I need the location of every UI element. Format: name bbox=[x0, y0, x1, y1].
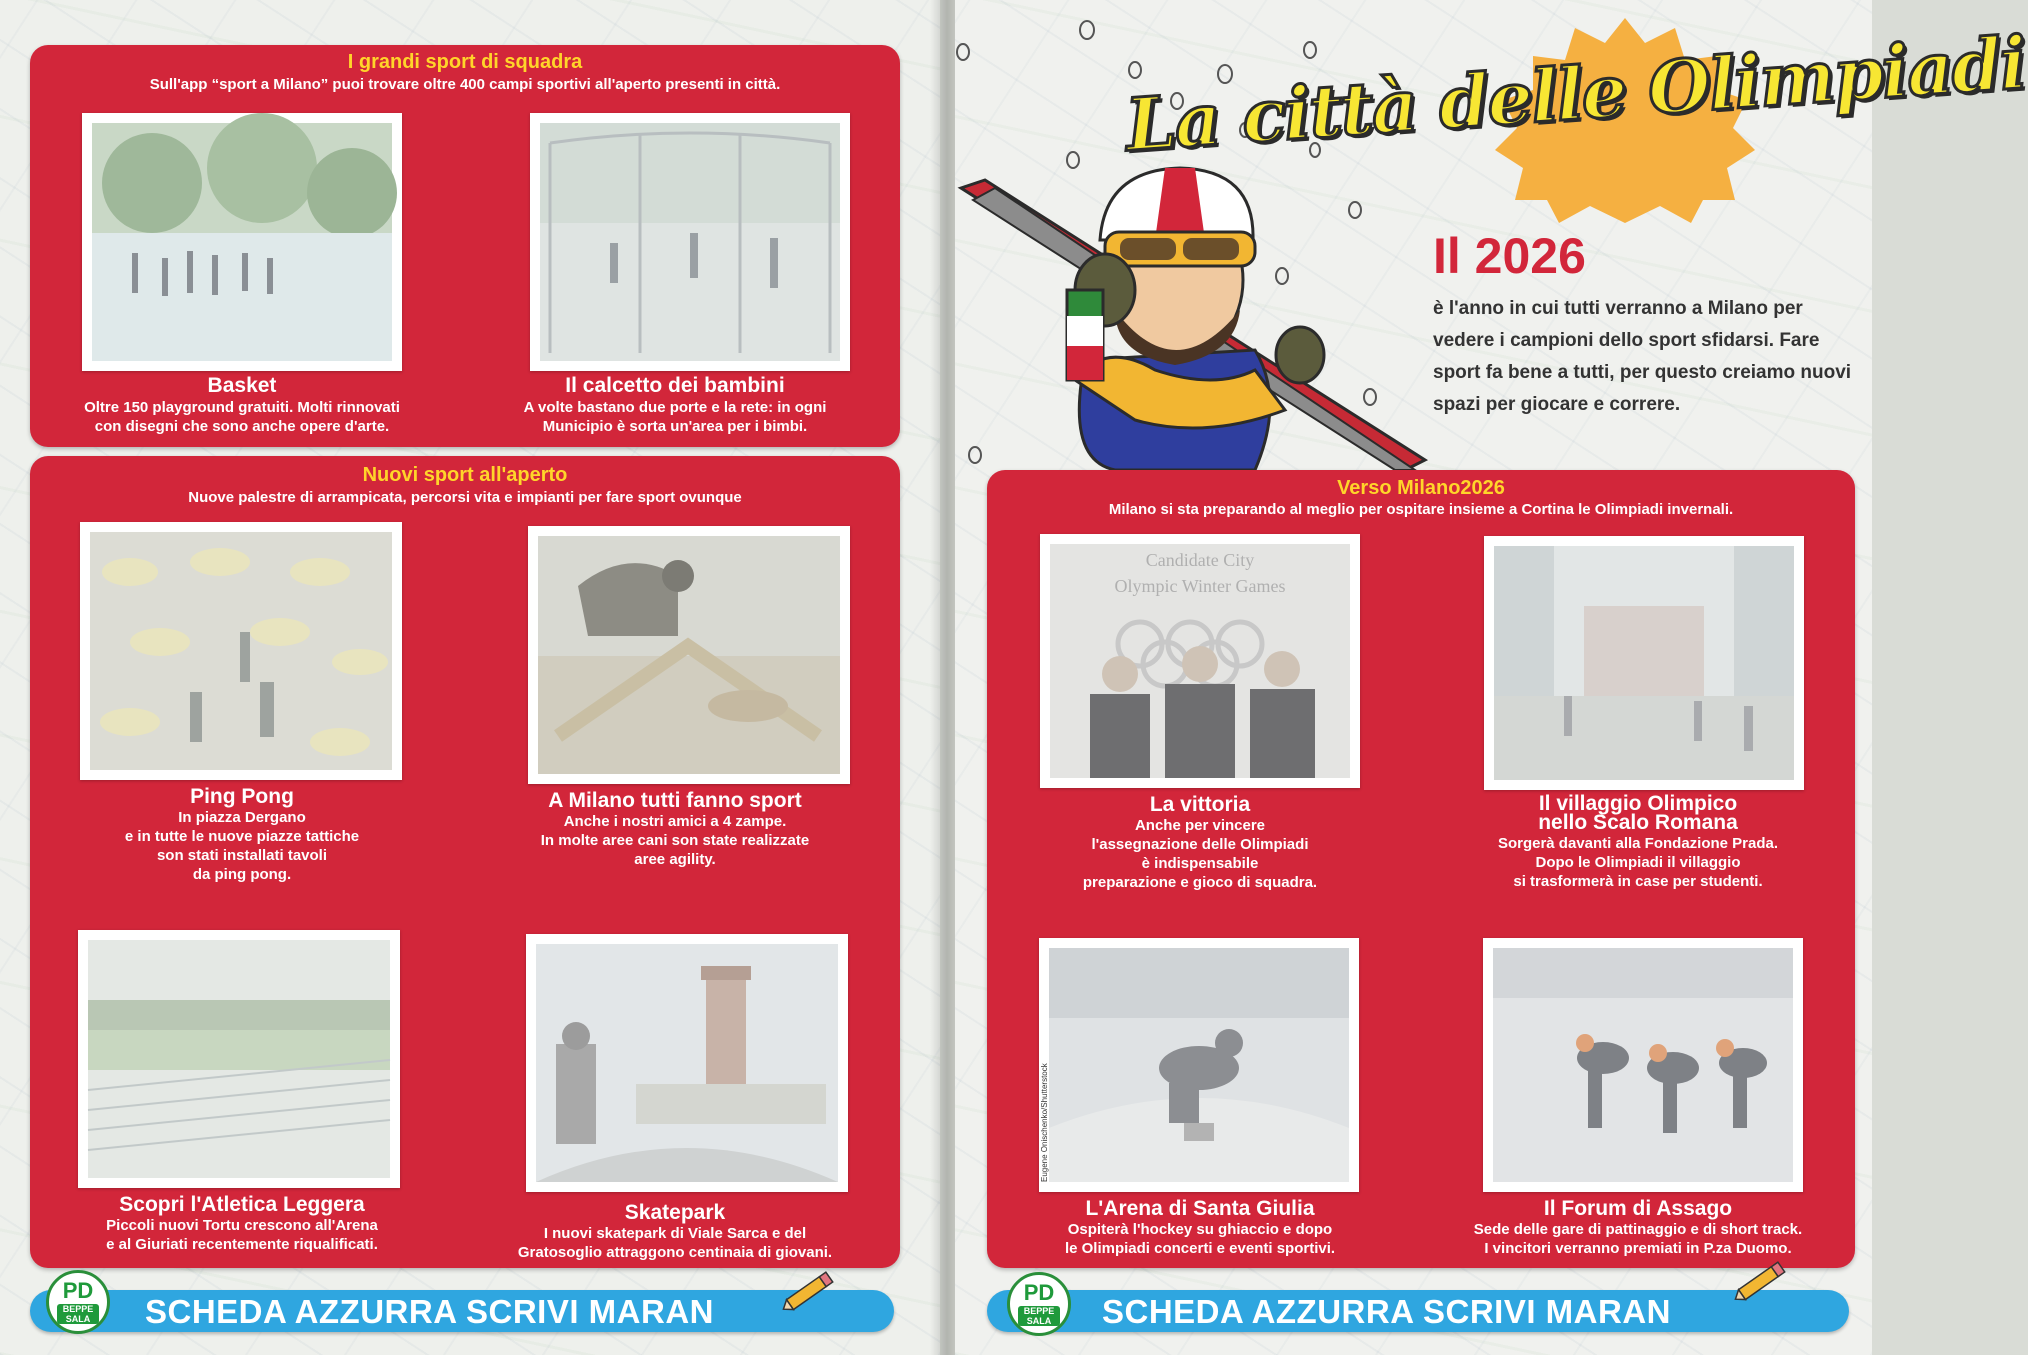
panel-subtitle: Nuove palestre di arrampicata, percorsi vita e impianti per fare sport ovunque bbox=[188, 489, 742, 506]
caption-title: Scopri l'Atletica Leggera bbox=[119, 1193, 365, 1216]
caption-title: Il calcetto dei bambini bbox=[565, 374, 785, 397]
photo-olympic-village bbox=[1484, 536, 1804, 790]
caption-text: Oltre 150 playground gratuiti. Molti rinnovati con disegni che sono anche opere d'arte. bbox=[84, 399, 400, 435]
caption-text: A volte bastano due porte e la rete: in ogni Municipio è sorta un'area per i bimbi. bbox=[523, 399, 827, 435]
caption-title: A Milano tutti fanno sport bbox=[548, 789, 802, 812]
panel-subtitle: Milano si sta preparando al meglio per ospitare insieme a Cortina le Olimpiadi invernali. bbox=[1108, 501, 1734, 518]
panel-subtitle: Sull'app “sport a Milano” puoi trovare oltre 400 campi sportivi all'aperto presenti in città. bbox=[149, 76, 781, 93]
caption-title: L'Arena di Santa Giulia bbox=[1085, 1197, 1315, 1220]
photo-credit: Eugene Onischenko/Shutterstock bbox=[1040, 1063, 1049, 1182]
party-logo bbox=[46, 1270, 110, 1334]
logo-sub: BEPPE SALA bbox=[57, 1304, 99, 1324]
photo-skatepark bbox=[526, 934, 848, 1192]
caption-title: La vittoria bbox=[1149, 793, 1251, 816]
caption-text: Ospiterà l'hockey su ghiaccio e dopo le Olimpiadi concerti e eventi sportivi. bbox=[1064, 1221, 1336, 1257]
photo-dogs bbox=[528, 526, 850, 784]
photo-athletics bbox=[78, 930, 400, 1188]
caption-title: Ping Pong bbox=[190, 785, 294, 808]
photo-ping-pong bbox=[80, 522, 402, 780]
panel-team-sports bbox=[30, 45, 900, 447]
caption-text: I nuovi skatepark di Viale Sarca e del Gratosoglio attraggono centinaia di giovani. bbox=[517, 1225, 833, 1261]
photo-caption: Candidate City bbox=[1145, 550, 1255, 570]
panel-title: Nuovi sport all'aperto bbox=[362, 464, 568, 486]
photo-forum-assago bbox=[1483, 938, 1803, 1192]
caption-title: Basket bbox=[207, 374, 277, 397]
intro-text: è l'anno in cui tutti verranno a Milano per vedere i campioni dello sport sfidarsi. Fare sport fa bene a tutti, per questo creiamo nuovi spazi per giocare e correre. bbox=[1433, 298, 1852, 415]
photo-arena-santa-giulia bbox=[1039, 938, 1359, 1192]
banner-text: SCHEDA AZZURRA SCRIVI MARAN bbox=[1102, 1293, 1671, 1330]
right-page bbox=[955, 0, 2028, 1355]
caption-title: Il Forum di Assago bbox=[1543, 1197, 1733, 1220]
caption-title: Skatepark bbox=[624, 1201, 726, 1224]
logo-mark: PD bbox=[62, 1278, 94, 1303]
pencil-icon bbox=[1730, 1262, 1790, 1302]
photo-victory bbox=[1040, 534, 1360, 788]
panel-title: Verso Milano2026 bbox=[1337, 477, 1505, 499]
caption-text: Sede delle gare di pattinaggio e di short track. I vincitori verranno premiati in P.za Duomo. bbox=[1473, 1221, 1803, 1257]
banner-text: SCHEDA AZZURRA SCRIVI MARAN bbox=[145, 1293, 714, 1330]
caption-text: In piazza Dergano e in tutte le nuove piazze tattiche son stati installati tavoli da ping pong. bbox=[124, 809, 360, 883]
pencil-icon bbox=[778, 1272, 838, 1312]
caption-title: Il villaggio Olimpico nello Scalo Romana bbox=[1538, 792, 1738, 834]
left-page bbox=[0, 0, 940, 1355]
caption-text: Piccoli nuovi Tortu crescono all'Arena e al Giuriati recentemente riqualificati. bbox=[106, 1217, 378, 1253]
logo-mark: PD bbox=[1023, 1280, 1055, 1305]
photo-calcetto bbox=[530, 113, 850, 371]
photo-caption: Olympic Winter Games bbox=[1114, 576, 1286, 596]
party-logo bbox=[1007, 1272, 1071, 1336]
panel-outdoor-sports bbox=[30, 456, 900, 1268]
caption-text: Anche i nostri amici a 4 zampe. In molte aree cani son state realizzate aree agility. bbox=[540, 813, 810, 868]
caption-text: Sorgerà davanti alla Fondazione Prada. Dopo le Olimpiadi il villaggio si trasformerà in case per studenti. bbox=[1497, 835, 1779, 890]
year-heading: Il 2026 bbox=[1433, 228, 1586, 284]
main-title: La città delle Olimpiadi bbox=[1122, 19, 2028, 168]
vote-banner bbox=[987, 1290, 1849, 1332]
panel-title: I grandi sport di squadra bbox=[347, 51, 583, 73]
logo-sub: BEPPE SALA bbox=[1018, 1306, 1060, 1326]
caption-text: Anche per vincere l'assegnazione delle Olimpiadi è indispensabile preparazione e gioco di squadra. bbox=[1082, 817, 1318, 891]
photo-basket bbox=[82, 113, 402, 371]
vote-banner bbox=[30, 1290, 894, 1332]
panel-olympics bbox=[987, 470, 1855, 1268]
skier-mascot-illustration bbox=[955, 140, 1425, 470]
